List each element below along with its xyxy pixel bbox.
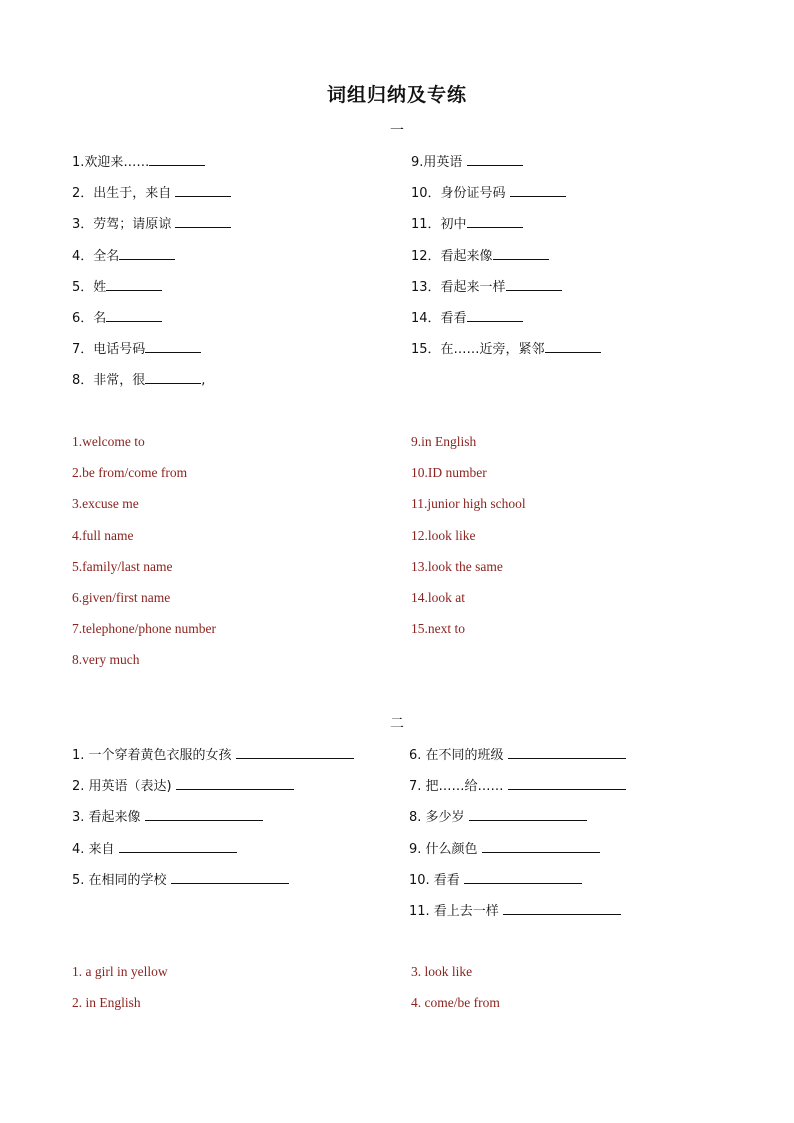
answer-item: 2.be from/come from <box>72 465 188 481</box>
question-item <box>409 838 626 869</box>
question-text: 3. 看起来像 <box>72 810 145 826</box>
section-1-label: 一 <box>390 123 404 139</box>
question-item <box>411 213 601 244</box>
question-item <box>411 307 601 338</box>
question-item <box>72 213 231 244</box>
question-item <box>72 869 354 900</box>
answer-item: 9.in English <box>411 434 477 449</box>
answer-blank[interactable] <box>106 276 162 291</box>
question-text: 10．身份证号码 <box>411 186 510 202</box>
question-item <box>72 276 231 307</box>
answer-blank[interactable] <box>145 338 201 353</box>
section-1-answers-right <box>411 432 526 650</box>
question-text: 6．名 <box>72 310 107 326</box>
section-2-questions-right <box>409 744 626 931</box>
section-2-label: 二 <box>390 716 404 732</box>
question-item <box>72 245 231 276</box>
question-item <box>411 276 601 307</box>
answer-item: 10.ID number <box>411 465 487 481</box>
answer-blank[interactable] <box>510 182 566 197</box>
question-item <box>72 307 231 338</box>
answer-blank[interactable] <box>493 245 549 260</box>
question-text: 9. 什么颜色 <box>409 841 482 857</box>
answer-item: 6.given/first name <box>72 589 171 605</box>
section-1-answers-left <box>72 432 216 682</box>
answer-blank[interactable] <box>149 151 205 166</box>
answer-blank[interactable] <box>508 775 626 790</box>
answer-item: 4.full name <box>72 527 134 543</box>
question-item <box>409 869 626 900</box>
answer-blank[interactable] <box>467 151 523 166</box>
answer-item: 14.look at <box>411 589 465 605</box>
answer-item: 15.next to <box>411 621 465 637</box>
question-item <box>72 775 354 806</box>
answer-blank[interactable] <box>175 213 231 228</box>
question-item <box>72 369 231 400</box>
question-text: 13．看起来一样 <box>411 279 506 295</box>
question-text: 7. 把……给…… <box>409 779 508 795</box>
answer-blank[interactable] <box>171 869 289 884</box>
answer-item: 2. in English <box>72 995 141 1011</box>
question-text: 8．非常，很 <box>72 373 146 389</box>
question-item <box>72 151 231 182</box>
answer-item: 1.welcome to <box>72 434 145 449</box>
section-1-questions-right <box>411 151 601 369</box>
answer-blank[interactable] <box>119 838 237 853</box>
question-item <box>411 182 601 213</box>
answer-blank[interactable] <box>508 744 626 759</box>
question-text: 5．姓 <box>72 279 107 295</box>
question-text: 9.用英语 <box>411 155 467 170</box>
answer-item: 13.look the same <box>411 558 503 574</box>
answer-blank[interactable] <box>176 775 294 790</box>
page-title: 词组归纳及专练 <box>326 84 467 106</box>
answer-blank[interactable] <box>545 338 601 353</box>
answer-blank[interactable] <box>145 806 263 821</box>
question-item <box>409 806 626 837</box>
question-item <box>409 744 626 775</box>
answer-blank[interactable] <box>464 869 582 884</box>
question-item <box>409 775 626 806</box>
question-text: 11. 看上去一样 <box>409 903 503 919</box>
answer-blank[interactable] <box>106 307 162 322</box>
question-item <box>72 744 354 775</box>
question-text: 7．电话号码 <box>72 342 146 358</box>
answer-blank[interactable] <box>145 369 201 384</box>
question-item <box>411 338 601 369</box>
answer-item: 7.telephone/phone number <box>72 621 216 637</box>
answer-blank[interactable] <box>236 744 354 759</box>
question-item <box>411 151 601 182</box>
question-text: 10. 看看 <box>409 872 464 888</box>
question-text: 6. 在不同的班级 <box>409 748 508 763</box>
answer-blank[interactable] <box>503 900 621 915</box>
answer-item: 5.family/last name <box>72 558 173 574</box>
answer-item: 4. come/be from <box>411 995 500 1011</box>
answer-blank[interactable] <box>482 838 600 853</box>
answer-blank[interactable] <box>467 307 523 322</box>
answer-item: 1. a girl in yellow <box>72 964 168 979</box>
section-1-questions-left <box>72 151 231 401</box>
section-2-answers-left <box>72 962 168 1024</box>
answer-blank[interactable] <box>469 806 587 821</box>
question-text: 15．在……近旁，紧邻 <box>411 342 545 358</box>
question-suffix: , <box>201 373 206 389</box>
question-item <box>409 900 626 931</box>
question-text: 1. 一个穿着黄色衣服的女孩 <box>72 748 236 763</box>
question-item <box>72 806 354 837</box>
answer-blank[interactable] <box>467 213 523 228</box>
section-2-questions-left <box>72 744 354 900</box>
question-text: 2. 用英语（表达) <box>72 779 176 795</box>
question-text: 4．全名 <box>72 248 120 264</box>
answer-item: 11.junior high school <box>411 496 526 512</box>
question-item <box>72 838 354 869</box>
answer-item: 3. look like <box>411 964 473 979</box>
answer-item: 12.look like <box>411 527 476 543</box>
question-text: 8. 多少岁 <box>409 810 469 826</box>
question-item <box>411 245 601 276</box>
question-text: 4. 来自 <box>72 841 119 857</box>
question-text: 5. 在相同的学校 <box>72 872 171 888</box>
answer-blank[interactable] <box>119 245 175 260</box>
question-text: 14．看看 <box>411 310 467 326</box>
answer-blank[interactable] <box>506 276 562 291</box>
question-text: 12．看起来像 <box>411 248 493 264</box>
question-item <box>72 338 231 369</box>
answer-item: 3.excuse me <box>72 496 139 512</box>
question-text: 2．出生于，来自 <box>72 186 176 202</box>
question-text: 1.欢迎来…… <box>72 155 150 170</box>
answer-blank[interactable] <box>175 182 231 197</box>
section-2-answers-right <box>411 962 500 1024</box>
question-text: 3．劳驾；请原谅 <box>72 217 176 233</box>
question-item <box>72 182 231 213</box>
answer-item: 8.very much <box>72 652 140 668</box>
question-text: 11．初中 <box>411 217 467 233</box>
